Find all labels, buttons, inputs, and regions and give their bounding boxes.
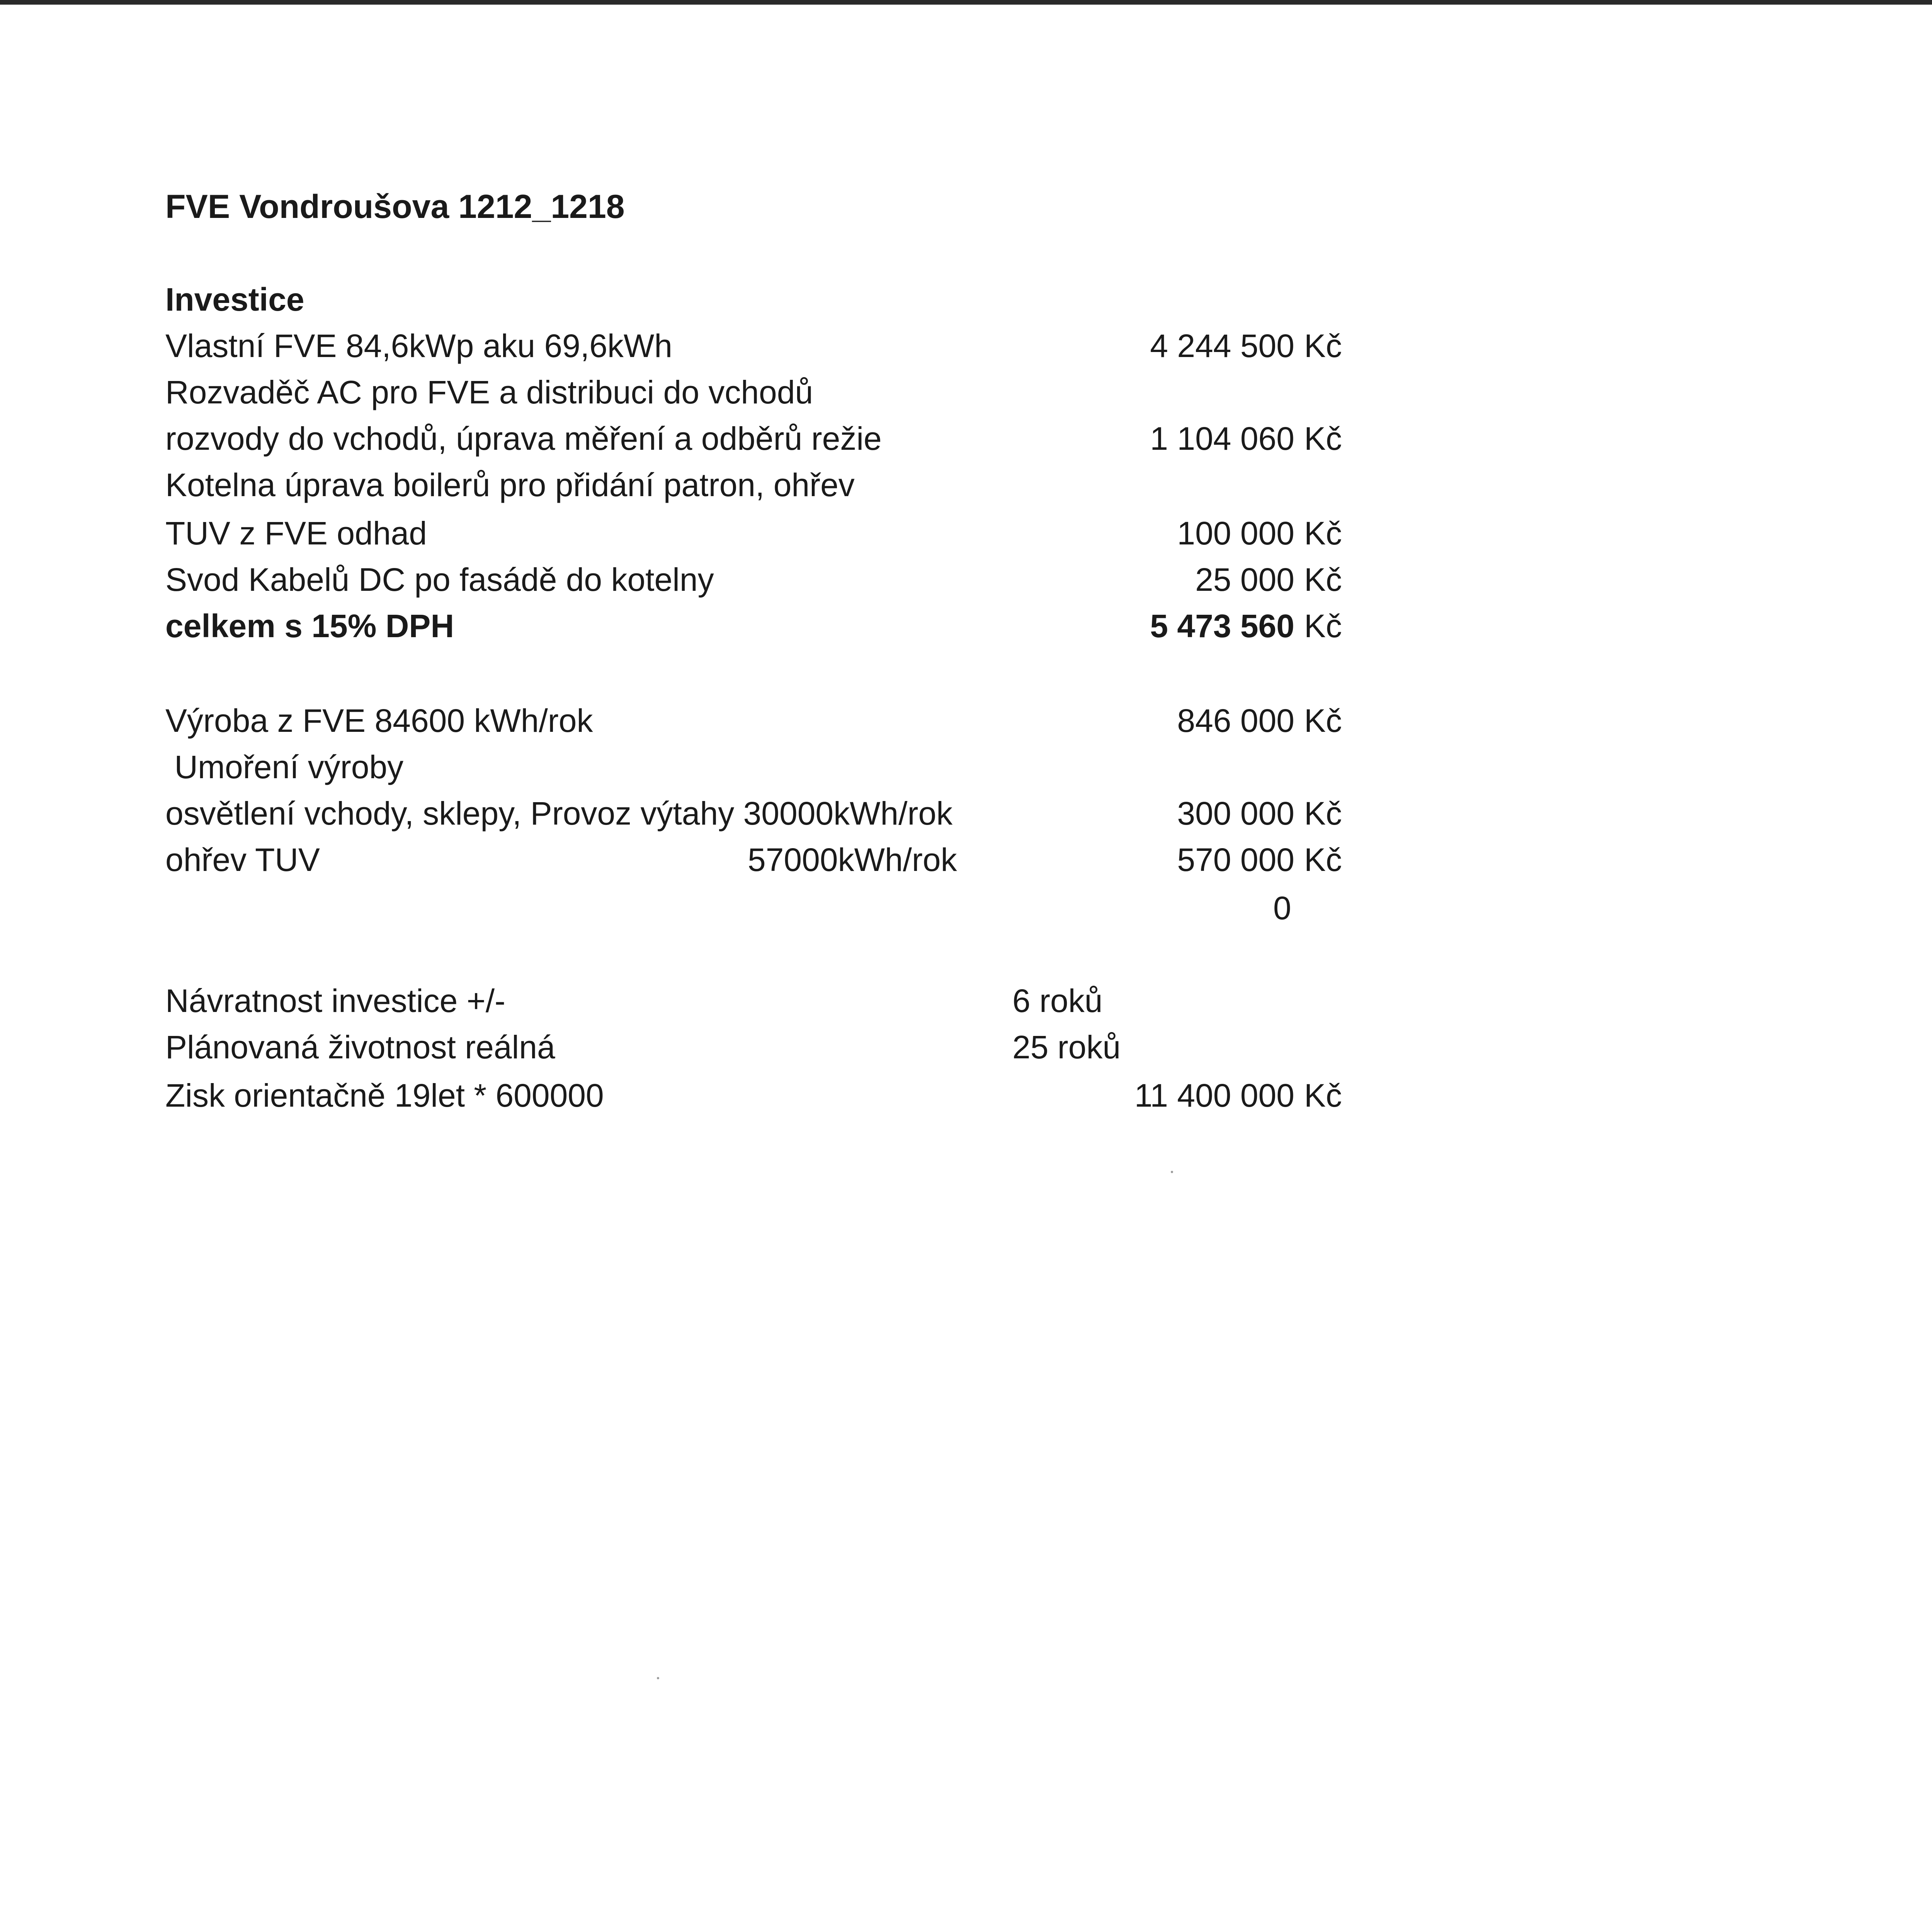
investice-row-currency: Kč [1304, 328, 1342, 364]
investice-row-label: Kotelna úprava boilerů pro přidání patron, ohřev [165, 467, 855, 503]
vyroba-row-label: ohřev TUV [165, 842, 320, 878]
navratnost-row-amount: 11 400 000 [1134, 1077, 1294, 1114]
navratnost-row-label: Plánovaná životnost reálná [165, 1029, 555, 1065]
investice-row-currency: Kč [1304, 420, 1342, 457]
scan-border-top [0, 0, 1932, 5]
investice-row-label: Svod Kabelů DC po fasádě do kotelny [165, 561, 714, 598]
investice-row-amount: 25 000 [1195, 561, 1294, 598]
navratnost-row-label: Návratnost investice +/- [165, 983, 506, 1019]
vyroba-row-amount: 846 000 [1177, 702, 1294, 739]
vyroba-row-amount: 300 000 [1177, 795, 1294, 832]
navratnost-row-currency: Kč [1304, 1077, 1342, 1114]
navratnost-row-label: Zisk orientačně 19let * 600000 [165, 1077, 604, 1114]
investice-row-amount: 4 244 500 [1150, 328, 1294, 364]
vyroba-row-amount: 570 000 [1177, 842, 1294, 878]
navratnost-row-value: 6 roků [1012, 983, 1103, 1019]
vyroba-row-label: osvětlení vchody, sklepy, Provoz výtahy 30000kWh/rok [165, 795, 953, 832]
investice-heading: Investice [165, 281, 304, 318]
investice-row-label: rozvody do vchodů, úprava měření a odběrů režie [165, 420, 882, 457]
investice-total-amount: 5 473 560 [1150, 608, 1294, 644]
scan-speck [657, 1677, 659, 1679]
scan-speck [1171, 1171, 1173, 1173]
vyroba-row-label: Výroba z FVE 84600 kWh/rok [165, 702, 593, 739]
vyroba-row-mid: 57000kWh/rok [748, 842, 957, 878]
vyroba-row-currency: Kč [1304, 702, 1342, 739]
navratnost-row-value: 25 roků [1012, 1029, 1121, 1065]
investice-row-label: TUV z FVE odhad [165, 515, 427, 551]
vyroba-row-currency: Kč [1304, 795, 1342, 832]
document-title: FVE Vondroušova 1212_1218 [165, 188, 625, 225]
investice-row-label: Rozvaděč AC pro FVE a distribuci do vchodů [165, 374, 813, 410]
investice-total-label: celkem s 15% DPH [165, 608, 454, 644]
investice-row-currency: Kč [1304, 515, 1342, 551]
vyroba-row-label: Umoření výroby [165, 749, 404, 785]
vyroba-remainder: 0 [1273, 890, 1291, 926]
investice-row-amount: 1 104 060 [1150, 420, 1294, 457]
investice-row-currency: Kč [1304, 561, 1342, 598]
investice-row-amount: 100 000 [1177, 515, 1294, 551]
investice-row-label: Vlastní FVE 84,6kWp aku 69,6kWh [165, 328, 672, 364]
investice-total-currency: Kč [1304, 608, 1342, 644]
vyroba-row-currency: Kč [1304, 842, 1342, 878]
